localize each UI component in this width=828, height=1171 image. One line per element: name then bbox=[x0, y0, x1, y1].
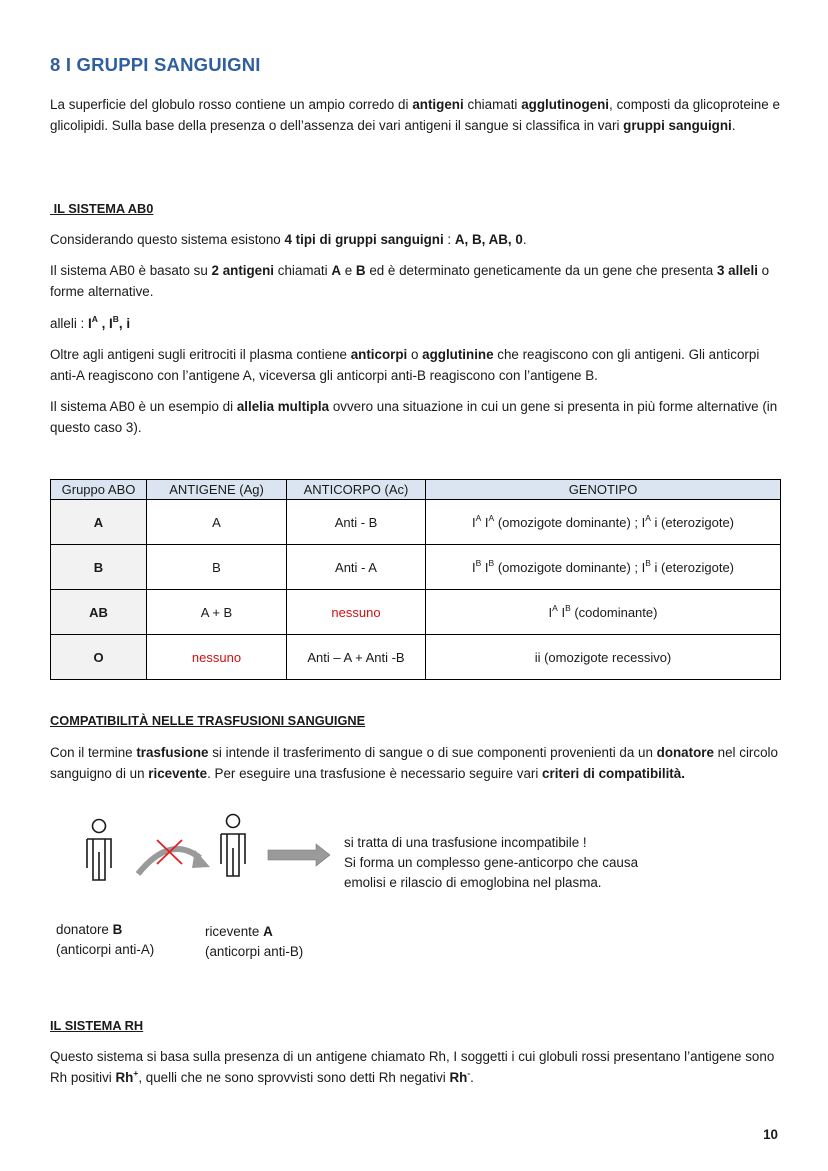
table-header-row bbox=[51, 480, 781, 500]
incompatibility-note bbox=[344, 833, 638, 893]
header-gruppo: Gruppo ABO bbox=[51, 480, 147, 500]
abo-paragraph-1: Considerando questo sistema esistono 4 tipi di gruppi sanguigni : A, B, AB, 0. bbox=[50, 232, 527, 247]
table-row bbox=[51, 590, 781, 635]
antigen-cell: A + B bbox=[147, 590, 287, 635]
donor-label: donatore B (anticorpi anti-A) bbox=[56, 922, 155, 957]
abo-paragraph-4: Il sistema AB0 è un esempio di allelia multipla ovvero una situazione in cui un gene si presenta in più forme alternative (in questo caso 3). bbox=[50, 399, 778, 435]
table-row bbox=[51, 545, 781, 590]
transfusion-section-heading: COMPATIBILITÀ NELLE TRASFUSIONI SANGUIGNE bbox=[50, 713, 366, 728]
antibody-cell: Anti – A + Anti -B bbox=[287, 635, 426, 680]
transfusion-diagram bbox=[50, 812, 350, 912]
group-cell: A bbox=[51, 500, 147, 545]
genotype-cell: $I^B$ $I^B$ (omozigote dominante) ; $I^B$ i (eterozigote) bbox=[426, 545, 781, 590]
genotype-cell: ii (omozigote recessivo) bbox=[426, 635, 781, 680]
note-line: Si forma un complesso gene-anticorpo che causa bbox=[344, 855, 639, 870]
header-anticorpo: ANTICORPO (Ac) bbox=[287, 480, 426, 500]
intro-paragraph: La superficie del globulo rosso contiene un ampio corredo di antigeni chiamati agglutinogeni, composti da glicoproteine e glicolipidi. Sulla base della presenza o dell’assenza dei vari antigeni il sangue si classifica in vari gruppi sanguigni. bbox=[50, 97, 780, 133]
result-arrow-icon bbox=[268, 844, 330, 866]
abo-paragraph-2: Il sistema AB0 è basato su 2 antigeni chiamati A e B ed è determinato geneticamente da un gene che presenta 3 alleli o forme alternative. bbox=[50, 263, 770, 299]
page-number: 10 bbox=[763, 1127, 778, 1142]
table-row bbox=[51, 500, 781, 545]
header-genotipo: GENOTIPO bbox=[426, 480, 781, 500]
donor-person-icon bbox=[87, 820, 111, 881]
header-antigene: ANTIGENE (Ag) bbox=[147, 480, 287, 500]
recipient-label: ricevente A (anticorpi anti-B) bbox=[205, 924, 304, 959]
genotype-cell: $I^A$ $I^B$ (codominante) bbox=[426, 590, 781, 635]
antibody-cell: Anti - B bbox=[287, 500, 426, 545]
table-row bbox=[51, 635, 781, 680]
antigen-cell: B bbox=[147, 545, 287, 590]
abo-section-heading: IL SISTEMA AB0 bbox=[53, 201, 154, 216]
recipient-person-icon bbox=[221, 815, 245, 877]
antibody-cell: nessuno bbox=[287, 590, 426, 635]
antigen-cell: A bbox=[147, 500, 287, 545]
transfer-arrowhead-icon bbox=[192, 850, 210, 868]
group-cell: AB bbox=[51, 590, 147, 635]
genotype-cell: $I^A$ $I^A$ (omozigote dominante) ; $I^A$ i (eterozigote) bbox=[426, 500, 781, 545]
page-title: 8 I GRUPPI SANGUIGNI bbox=[50, 54, 261, 75]
rh-section-heading: IL SISTEMA RH bbox=[50, 1018, 144, 1033]
note-line: si tratta di una trasfusione incompatibile ! bbox=[344, 835, 587, 850]
note-line: emolisi e rilascio di emoglobina nel plasma. bbox=[344, 875, 602, 890]
abo-table bbox=[50, 479, 781, 680]
alleles-line: alleli : $I^A$ , $I^B$, i bbox=[50, 314, 131, 331]
rh-paragraph: Questo sistema si basa sulla presenza di un antigene chiamato Rh, I soggetti i cui globuli rossi presentano l’antigene sono Rh positivi Rh+, quelli che ne sono sprovvisti sono detti Rh negativi Rh-. bbox=[50, 1049, 775, 1085]
transfusion-paragraph: Con il termine trasfusione si intende il trasferimento di sangue o di sue componenti provenienti da un donatore nel circolo sanguigno di un ricevente. Per eseguire una trasfusione è necessario seguire vari criteri di compatibilità. bbox=[50, 745, 778, 781]
antibody-cell: Anti - A bbox=[287, 545, 426, 590]
group-cell: B bbox=[51, 545, 147, 590]
group-cell: O bbox=[51, 635, 147, 680]
abo-paragraph-3: Oltre agli antigeni sugli eritrociti il plasma contiene anticorpi o agglutinine che reagiscono con gli antigeni. Gli anticorpi anti-A reagiscono con l’antigene A, viceversa gli anticorpi anti-B reagiscono con l’antigene B. bbox=[50, 347, 760, 383]
antigen-cell: nessuno bbox=[147, 635, 287, 680]
